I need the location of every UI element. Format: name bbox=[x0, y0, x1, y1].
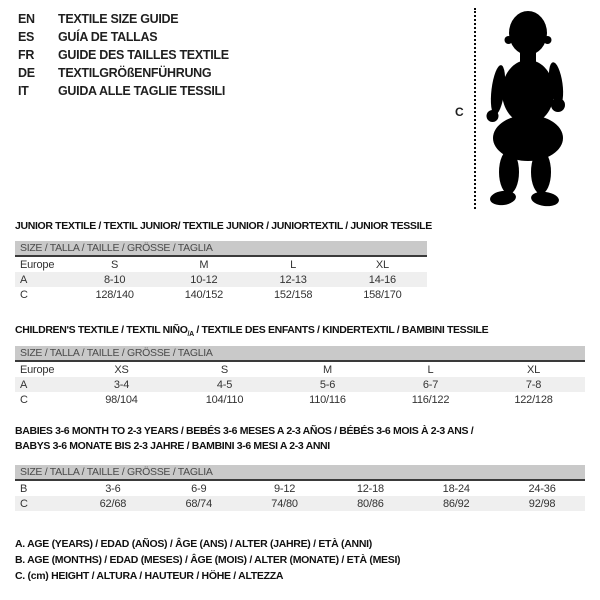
children-title-sub: /A bbox=[187, 331, 194, 339]
column-header: M bbox=[323, 363, 332, 376]
table-cell: 68/74 bbox=[156, 496, 242, 511]
row-label: A bbox=[15, 377, 70, 392]
babies-size-table bbox=[15, 481, 585, 511]
junior-table bbox=[15, 241, 427, 302]
column-header: Europe bbox=[20, 258, 55, 271]
table-row-a bbox=[15, 272, 427, 287]
table-cell: 14-16 bbox=[338, 272, 427, 287]
size-header-bar: SIZE / TALLA / TAILLE / GRÖSSE / TAGLIA bbox=[15, 465, 585, 481]
table-cell: 62/68 bbox=[70, 496, 156, 511]
legend-line-a: A. AGE (YEARS) / EDAD (AÑOS) / ÂGE (ANS) / ALTER (JAHRE) / ETÀ (ANNI) bbox=[15, 538, 372, 550]
table-cell: 24-36 bbox=[528, 482, 556, 495]
babies-table bbox=[15, 465, 585, 511]
row-label: C bbox=[15, 496, 70, 511]
table-cell: 122/128 bbox=[514, 393, 553, 406]
babies-table-title bbox=[15, 424, 473, 454]
column-header: Europe bbox=[20, 363, 55, 376]
measurement-legend bbox=[15, 536, 400, 584]
table-cell: 98/104 bbox=[105, 393, 138, 406]
lang-label: GUIDA ALLE TAGLIE TESSILI bbox=[58, 84, 226, 98]
table-cell: 4-5 bbox=[173, 377, 276, 392]
table-row-c bbox=[15, 392, 585, 407]
column-header: XL bbox=[375, 258, 389, 271]
row-label: A bbox=[15, 272, 70, 287]
column-header: XS bbox=[114, 363, 129, 376]
language-title-list bbox=[18, 10, 229, 100]
table-cell: 86/92 bbox=[413, 496, 499, 511]
table-cell: 5-6 bbox=[276, 377, 379, 392]
lang-code: DE bbox=[18, 66, 35, 80]
lang-row-en bbox=[18, 10, 229, 28]
table-row-c bbox=[15, 496, 585, 511]
size-header-bar: SIZE / TALLA / TAILLE / GRÖSSE / TAGLIA bbox=[15, 346, 585, 362]
table-row-columns bbox=[15, 362, 585, 377]
lang-label: GUIDE DES TAILLES TEXTILE bbox=[58, 48, 229, 62]
children-title-prefix: CHILDREN'S TEXTILE / TEXTIL NIÑO bbox=[15, 324, 188, 336]
legend-line-c: C. (cm) HEIGHT / ALTURA / HAUTEUR / HÖHE / ALTEZZA bbox=[15, 570, 284, 582]
children-size-table bbox=[15, 362, 585, 407]
lang-label: TEXTILE SIZE GUIDE bbox=[58, 12, 179, 26]
table-cell: 92/98 bbox=[499, 496, 585, 511]
table-cell: 140/152 bbox=[184, 288, 224, 301]
table-cell: 104/110 bbox=[205, 393, 244, 406]
height-marker-label: C bbox=[455, 105, 464, 119]
column-header: S bbox=[111, 258, 119, 271]
table-cell: 80/86 bbox=[327, 496, 413, 511]
babies-title-line2: BABYS 3-6 MONATE BIS 2-3 JAHRE / BAMBINI 3-6 MESI A 2-3 ANNI bbox=[15, 440, 330, 452]
size-header-bar: SIZE / TALLA / TAILLE / GRÖSSE / TAGLIA bbox=[15, 241, 427, 257]
legend-line-b: B. AGE (MONTHS) / EDAD (MESES) / ÂGE (MOIS) / ALTER (MONATE) / ETÀ (MESI) bbox=[15, 554, 401, 566]
table-cell: 116/122 bbox=[411, 393, 450, 406]
table-cell: 158/170 bbox=[363, 288, 402, 301]
children-table bbox=[15, 346, 585, 407]
table-cell: 9-12 bbox=[273, 482, 296, 495]
table-row-b bbox=[15, 481, 585, 496]
table-cell: 3-4 bbox=[70, 377, 173, 392]
lang-code: IT bbox=[18, 84, 29, 98]
row-label: C bbox=[20, 393, 28, 406]
junior-table-title: JUNIOR TEXTILE / TEXTIL JUNIOR/ TEXTILE JUNIOR / JUNIORTEXTIL / JUNIOR TESSILE bbox=[15, 220, 432, 232]
column-header: XL bbox=[526, 363, 541, 376]
table-cell: 110/116 bbox=[309, 393, 346, 406]
lang-row-es bbox=[18, 28, 229, 46]
lang-row-fr bbox=[18, 46, 229, 64]
column-header: M bbox=[199, 258, 209, 271]
table-row-a bbox=[15, 377, 585, 392]
children-title-suffix: / TEXTILE DES ENFANTS / KINDERTEXTIL / BAMBINI TESSILE bbox=[193, 324, 489, 336]
lang-code: ES bbox=[18, 30, 35, 44]
table-cell: 3-6 bbox=[105, 482, 121, 495]
table-cell: 6-7 bbox=[379, 377, 482, 392]
table-row-columns bbox=[15, 257, 427, 272]
lang-label: GUÍA DE TALLAS bbox=[58, 30, 158, 44]
column-header: L bbox=[427, 363, 434, 376]
table-cell: 6-9 bbox=[191, 482, 207, 495]
table-cell: 18-24 bbox=[442, 482, 470, 495]
children-table-title bbox=[15, 323, 488, 342]
lang-label: TEXTILGRÖßENFÜHRUNG bbox=[58, 66, 212, 80]
table-cell: 128/140 bbox=[95, 288, 134, 301]
column-header: L bbox=[290, 258, 297, 271]
junior-size-table bbox=[15, 257, 427, 302]
column-header: S bbox=[220, 363, 229, 376]
lang-row-de bbox=[18, 64, 229, 82]
babies-title-line1: BABIES 3-6 MONTH TO 2-3 YEARS / BEBÉS 3-6 MESES A 2-3 AÑOS / BÉBÉS 3-6 MOIS À 2-3 ANS / bbox=[15, 425, 474, 437]
table-cell: 12-18 bbox=[356, 482, 384, 495]
table-cell: 7-8 bbox=[482, 377, 585, 392]
baby-silhouette-icon bbox=[478, 6, 584, 208]
table-cell: 8-10 bbox=[70, 272, 159, 287]
table-cell: 12-13 bbox=[249, 272, 338, 287]
table-row-c bbox=[15, 287, 427, 302]
lang-code: EN bbox=[18, 12, 35, 26]
row-label: C bbox=[20, 288, 28, 301]
row-label: B bbox=[20, 482, 28, 495]
height-dotted-line bbox=[474, 8, 476, 209]
table-cell: 10-12 bbox=[159, 272, 248, 287]
lang-row-it bbox=[18, 82, 229, 100]
lang-code: FR bbox=[18, 48, 35, 62]
table-cell: 74/80 bbox=[242, 496, 328, 511]
table-cell: 152/158 bbox=[273, 288, 313, 301]
